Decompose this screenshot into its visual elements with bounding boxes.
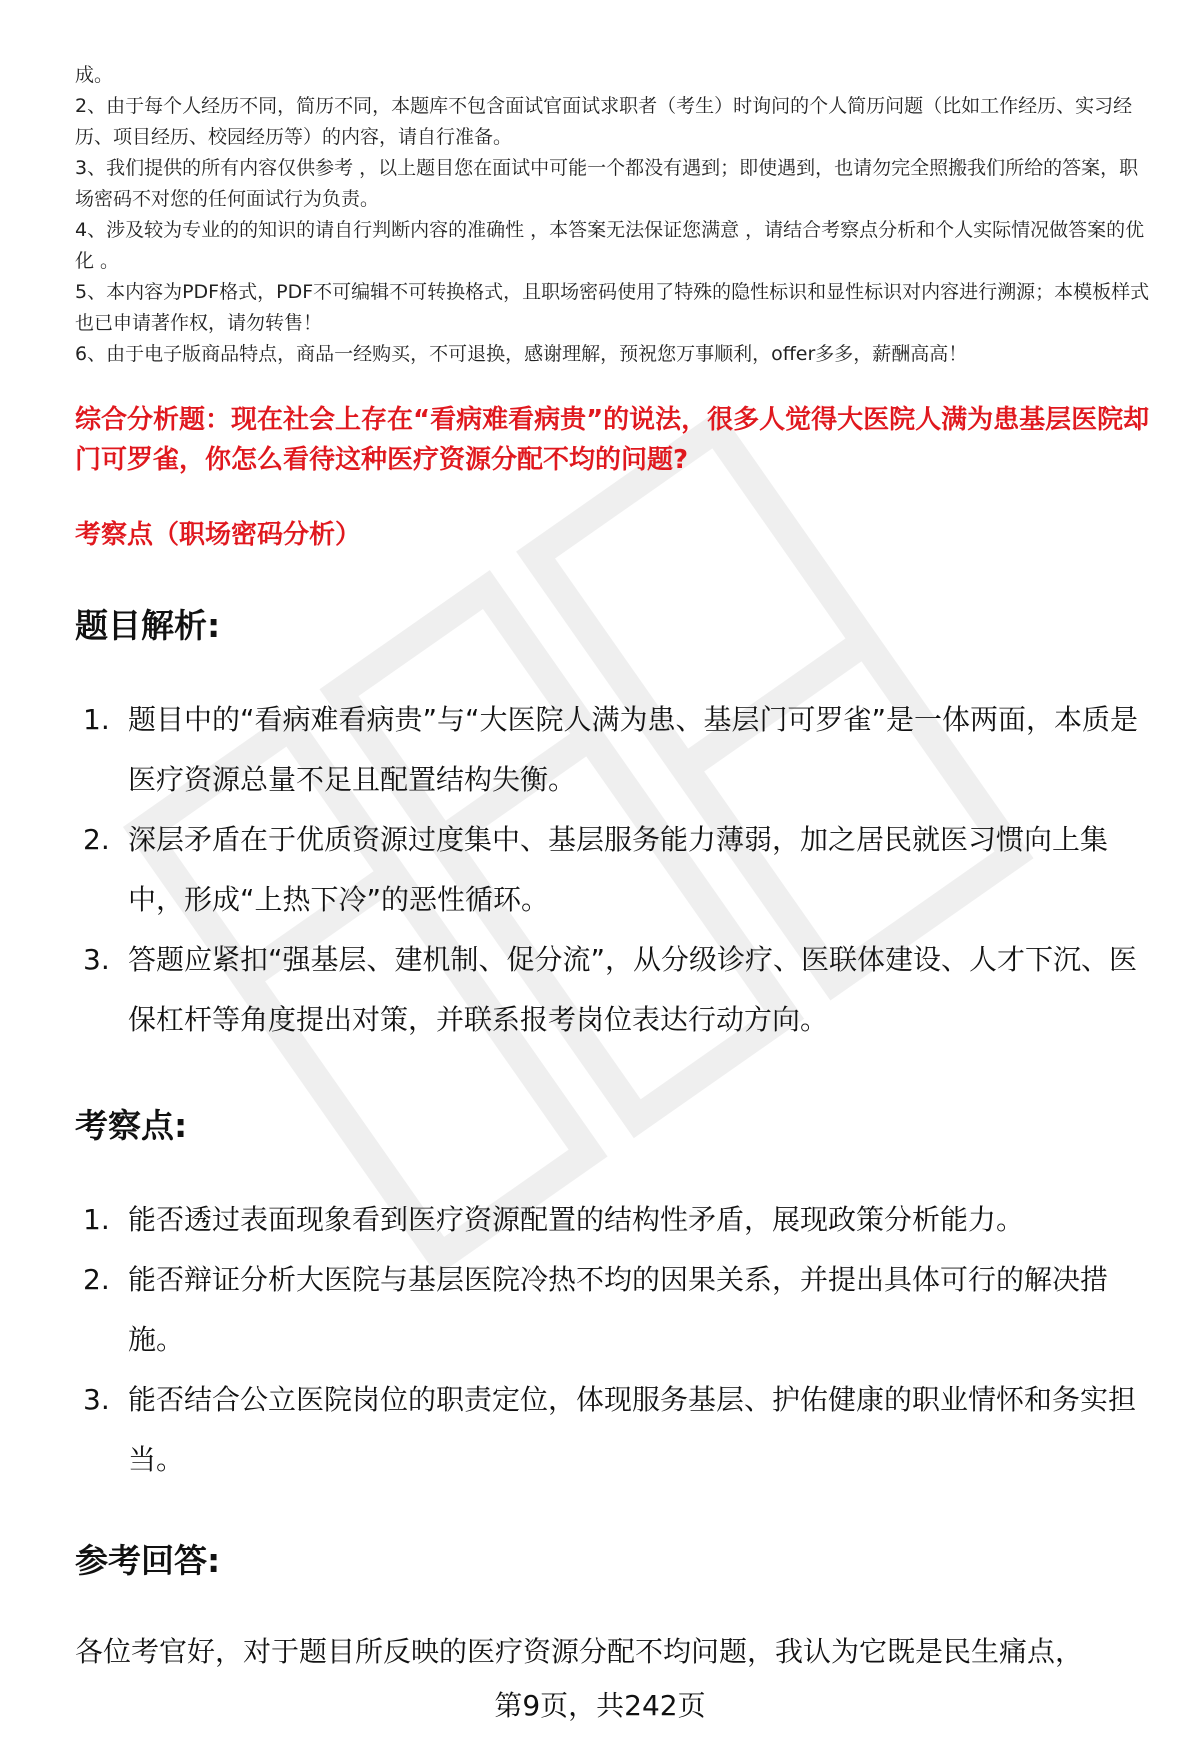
list-item bbox=[83, 1370, 1153, 1490]
exam-point-label: 考察点（职场密码分析） bbox=[75, 520, 362, 550]
list-item-text: 能否透过表面现象看到医疗资源配置的结构性矛盾，展现政策分析能力。 bbox=[128, 1203, 1025, 1236]
list-item-number: 2. bbox=[83, 823, 110, 856]
list-item-text: 题目中的“看病难看病贵”与“大医院人满为患、基层门可罗雀”是一体两面，本质是医疗资源总量不足且配置结构失衡。 bbox=[128, 703, 1139, 796]
list-item-number: 2. bbox=[83, 1263, 110, 1296]
list-item bbox=[83, 690, 1153, 810]
list-item bbox=[83, 810, 1153, 930]
question-heading: 综合分析题：现在社会上存在“看病难看病贵”的说法，很多人觉得大医院人满为患基层医院却门可罗雀，你怎么看待这种医疗资源分配不均的问题? bbox=[75, 405, 1150, 475]
list-item-text: 能否辩证分析大医院与基层医院冷热不均的因果关系，并提出具体可行的解决措施。 bbox=[128, 1263, 1109, 1356]
note-line: 6、由于电子版商品特点，商品一经购买，不可退换，感谢理解，预祝您万事顺利，offer多多，薪酬高高！ bbox=[75, 343, 968, 365]
exam-points-list bbox=[83, 1190, 1153, 1490]
reference-title: 参考回答: bbox=[75, 1541, 221, 1580]
note-line: 3、我们提供的所有内容仅供参考 ，以上题目您在面试中可能一个都没有遇到；即使遇到，也请勿完全照搬我们所给的答案，职场密码不对您的任何面试行为负责。 bbox=[75, 157, 1139, 210]
disclaimer-notes bbox=[75, 60, 1155, 370]
list-item bbox=[83, 1190, 1153, 1250]
list-item-number: 3. bbox=[83, 1383, 110, 1416]
page-footer: 第9页，共242页 bbox=[494, 1689, 706, 1722]
list-item-text: 深层矛盾在于优质资源过度集中、基层服务能力薄弱，加之居民就医习惯向上集中，形成“上热下冷”的恶性循环。 bbox=[128, 823, 1109, 916]
note-line: 5、本内容为PDF格式，PDF不可编辑不可转换格式，且职场密码使用了特殊的隐性标识和显性标识对内容进行溯源；本模板样式也已申请著作权，请勿转售！ bbox=[75, 281, 1150, 334]
analysis-list bbox=[83, 690, 1153, 1050]
list-item-text: 能否结合公立医院岗位的职责定位，体现服务基层、护佑健康的职业情怀和务实担当。 bbox=[128, 1383, 1137, 1476]
note-line: 2、由于每个人经历不同，简历不同，本题库不包含面试官面试求职者（考生）时询问的个人简历问题（比如工作经历、实习经历、项目经历、校园经历等）的内容，请自行准备。 bbox=[75, 95, 1133, 148]
note-line: 成。 bbox=[75, 64, 114, 86]
reference-answer-text: 各位考官好，对于题目所反映的医疗资源分配不均问题，我认为它既是民生痛点， bbox=[75, 1635, 1084, 1668]
list-item-number: 1. bbox=[83, 703, 110, 736]
analysis-title: 题目解析: bbox=[75, 606, 221, 645]
list-item bbox=[83, 930, 1153, 1050]
list-item-text: 答题应紧扣“强基层、建机制、促分流”，从分级诊疗、医联体建设、人才下沉、医保杠杆等角度提出对策，并联系报考岗位表达行动方向。 bbox=[128, 943, 1138, 1036]
list-item bbox=[83, 1250, 1153, 1370]
exam-points-title: 考察点: bbox=[75, 1106, 188, 1145]
list-item-number: 3. bbox=[83, 943, 110, 976]
list-item-number: 1. bbox=[83, 1203, 110, 1236]
note-line: 4、涉及较为专业的的知识的请自行判断内容的准确性 ，本答案无法保证您满意 ，请结合考察点分析和个人实际情况做答案的优化 。 bbox=[75, 219, 1145, 272]
